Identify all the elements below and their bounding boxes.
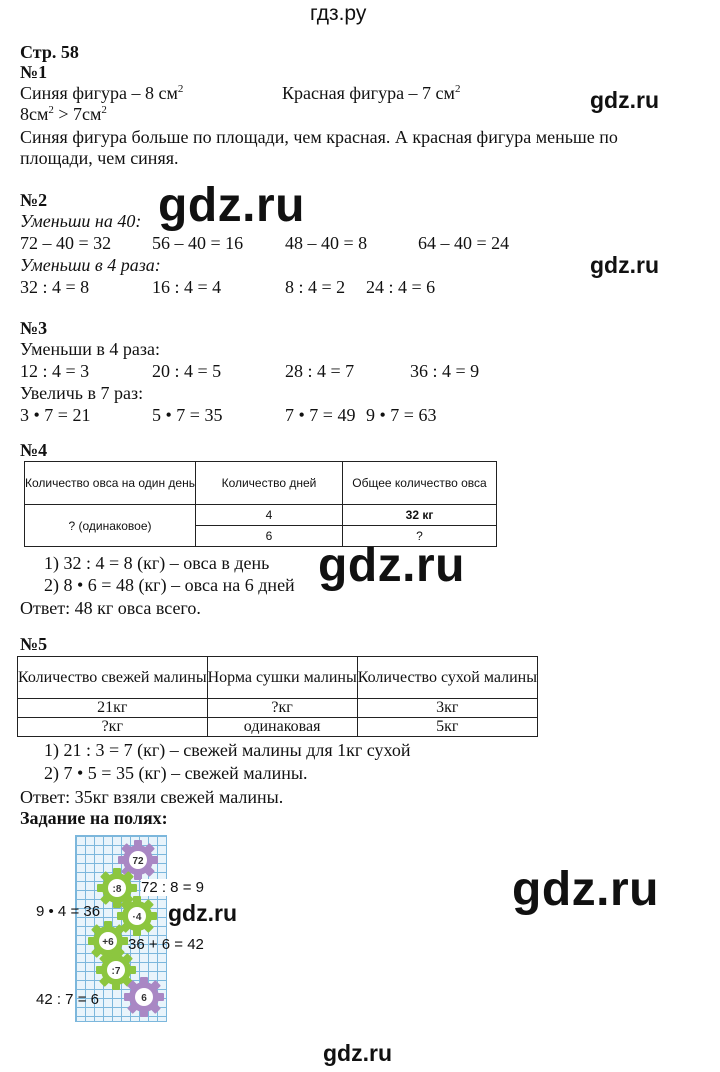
task-4-step-1: 1) 32 : 4 = 8 (кг) – овса в день (44, 553, 270, 573)
task-4-table (24, 461, 497, 547)
margin-eq-1: 72 : 8 = 9 (141, 879, 204, 896)
watermark: gdz.ru (590, 252, 659, 278)
table-header: Количество овса на один день (25, 462, 196, 505)
task-5-answer: Ответ: 35кг взяли свежей малины. (20, 787, 284, 807)
task-1-red-figure: Красная фигура – 7 $см^2$ (282, 83, 461, 103)
task-3-eq: 5 • 7 = 35 (152, 405, 223, 425)
watermark: gdz.ru (158, 179, 305, 232)
gear-label: 72 (132, 856, 144, 867)
task-5-step-2: 2) 7 • 5 = 35 (кг) – свежей малины. (44, 763, 308, 783)
task-1-blue-figure: Синяя фигура – 8 $см^2$ (20, 83, 184, 103)
table-cell: 3кг (357, 699, 537, 718)
task-2-eq: 56 – 40 = 16 (152, 233, 244, 253)
table-cell: ?кг (207, 699, 357, 718)
table-cell: ? (342, 526, 496, 547)
watermark: gdz.ru (323, 1040, 392, 1066)
watermark: gdz.ru (168, 900, 237, 926)
task-4-step-2: 2) 8 • 6 = 48 (кг) – овса на 6 дней (44, 575, 295, 595)
task-3-title: №3 (20, 318, 48, 338)
task-3-eq: 9 • 7 = 63 (366, 405, 437, 425)
site-header: гдз.ру (310, 2, 367, 25)
margin-eq-3: 36 + 6 = 42 (128, 936, 204, 953)
page-label: Стр. 58 (20, 42, 79, 62)
table-cell: одинаковая (207, 718, 357, 737)
task-1-title: №1 (20, 62, 48, 82)
task-5-step-1: 1) 21 : 3 = 7 (кг) – свежей малины для 1кг сухой (44, 740, 411, 760)
gear-icon (124, 977, 164, 1017)
gear-label: 6 (141, 993, 147, 1004)
task-3-eq: 3 • 7 = 21 (20, 405, 91, 425)
task-3-subtitle-1: Уменьши в 4 раза: (20, 339, 160, 359)
task-4-answer: Ответ: 48 кг овса всего. (20, 598, 201, 618)
margin-eq-4: 42 : 7 = 6 (36, 991, 99, 1008)
gear-label: ·4 (132, 912, 142, 923)
task-5-title: №5 (20, 634, 48, 654)
table-header: Количество сухой малины (357, 657, 537, 699)
table-header: Количество дней (195, 462, 342, 505)
task-2-eq: 16 : 4 = 4 (152, 277, 222, 297)
watermark: gdz.ru (512, 863, 659, 916)
task-2-title: №2 (20, 190, 48, 210)
task-2-eq: 32 : 4 = 8 (20, 277, 90, 297)
table-cell: 32 кг (342, 505, 496, 526)
task-2-eq: 8 : 4 = 2 (285, 277, 346, 297)
task-2-eq: 64 – 40 = 24 (418, 233, 510, 253)
task-3-eq: 12 : 4 = 3 (20, 361, 90, 381)
task-1-text-line-2: площади, чем синяя. (20, 148, 179, 168)
task-1-comparison: $8см^2 > 7см^2$ (20, 104, 107, 124)
margin-task-title: Задание на полях: (20, 808, 168, 828)
table-cell: 5кг (357, 718, 537, 737)
table-cell: 4 (195, 505, 342, 526)
task-2-eq: 24 : 4 = 6 (366, 277, 436, 297)
task-2-eq: 72 – 40 = 32 (20, 233, 112, 253)
task-2-subtitle-1: Уменьши на 40: (20, 211, 142, 231)
gear-icon (88, 921, 128, 961)
table-header: Общее количество овса (342, 462, 496, 505)
table-cell: ? (одинаковое) (25, 505, 196, 547)
gear-icon (97, 868, 137, 908)
task-4-title: №4 (20, 440, 48, 460)
margin-eq-2: 9 • 4 = 36 (36, 903, 101, 920)
task-2-eq: 48 – 40 = 8 (285, 233, 368, 253)
task-3-eq: 20 : 4 = 5 (152, 361, 222, 381)
table-cell: 21кг (18, 699, 208, 718)
table-cell: ?кг (18, 718, 208, 737)
gear-label: :7 (111, 966, 121, 977)
task-3-eq: 36 : 4 = 9 (410, 361, 480, 381)
gear-label: +6 (102, 937, 114, 948)
task-3-eq: 28 : 4 = 7 (285, 361, 355, 381)
task-3-eq: 7 • 7 = 49 (285, 405, 356, 425)
gear-icon (118, 840, 158, 880)
watermark: gdz.ru (318, 539, 465, 592)
task-3-subtitle-2: Увеличь в 7 раз: (20, 383, 144, 403)
table-header: Количество свежей малины (18, 657, 208, 699)
task-5-table (17, 656, 538, 737)
table-cell: 6 (195, 526, 342, 547)
watermark: gdz.ru (590, 87, 659, 113)
gear-label: :8 (112, 884, 122, 895)
task-2-subtitle-2: Уменьши в 4 раза: (20, 255, 161, 275)
table-header: Норма сушки малины (207, 657, 357, 699)
task-1-text-line-1: Синяя фигура больше по площади, чем красная. А красная фигура меньше по (20, 127, 618, 147)
